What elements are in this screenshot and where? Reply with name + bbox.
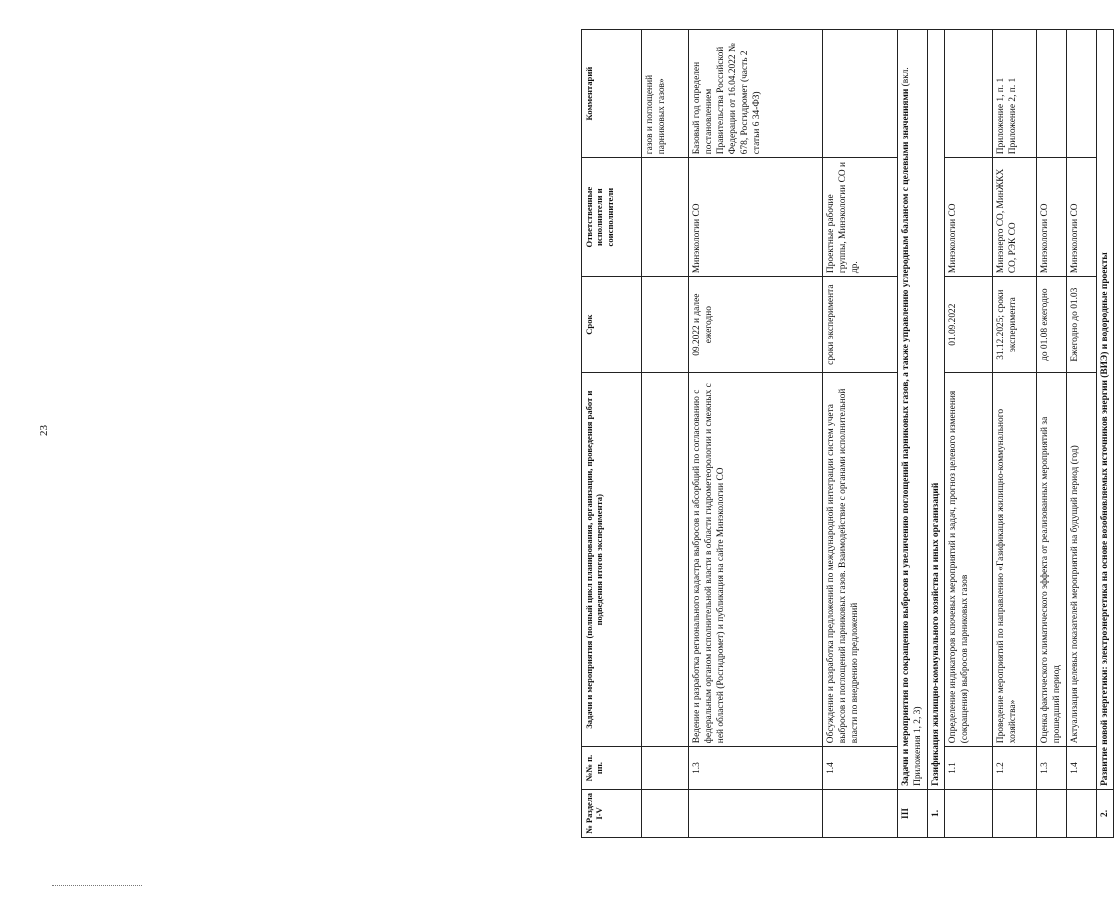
cell-responsible: Проектные рабочие группы, Минэкологии СО и др. — [823, 158, 898, 277]
cell-task: Актуализация целевых показателей мероприятий на будущий период (год) — [1067, 373, 1097, 747]
rotated-table-container — [581, 29, 1111, 838]
cell-comment — [1067, 30, 1097, 158]
subsection-number: 1. — [928, 789, 945, 837]
cell-task: Оценка фактического климатического эффекта от реализованных мероприятий за прошедший период — [1037, 373, 1067, 747]
cell-section — [642, 789, 689, 837]
cell-deadline: до 01.08 ежегодно — [1037, 277, 1067, 373]
cell-section — [1067, 789, 1097, 837]
cell-comment: газов и поглощений парниковых газов» — [642, 30, 689, 158]
cell-deadline: 09.2022 и далее ежегодно — [689, 277, 823, 373]
table-row — [823, 30, 898, 838]
cell-num: 1.4 — [1067, 747, 1097, 790]
header-item-number: №№ п. пп. — [582, 747, 642, 790]
header-responsible: Ответственные исполнители и соисполнители — [582, 158, 642, 277]
cell-comment — [945, 30, 993, 158]
cell-responsible: Минэкологии СО — [945, 158, 993, 277]
section-title-note: (вкл. Приложения 1, 2, 3) — [901, 67, 924, 786]
table-header-row — [582, 30, 642, 838]
subsection-row — [928, 30, 945, 838]
cell-section — [689, 789, 823, 837]
cell-comment — [823, 30, 898, 158]
subsection-title: Развитие новой энергетики: электроэнергетика на основе возобновляемых источников энергии (ВИЭ) и водородные проекты — [1097, 30, 1114, 790]
section-row — [898, 30, 928, 838]
section-title-cell — [898, 30, 928, 790]
cell-section — [993, 789, 1037, 837]
cell-responsible: Минэнерго СО, МинЖКХ СО, РЭК СО — [993, 158, 1037, 277]
cell-deadline: 01.09.2022 — [945, 277, 993, 373]
header-section: № Раздела I-V — [582, 789, 642, 837]
cell-num — [642, 747, 689, 790]
cell-num: 1.1 — [945, 747, 993, 790]
table-row — [642, 30, 689, 838]
cell-comment — [1037, 30, 1067, 158]
page-number: 23 — [38, 425, 50, 436]
header-task: Задачи и мероприятия (полный цикл планирования, организации, проведения работ и подведения итогов эксперимента) — [582, 373, 642, 747]
table-row — [993, 30, 1037, 838]
cell-deadline: Ежегодно до 01.03 — [1067, 277, 1097, 373]
cell-task: Определение индикаторов ключевых мероприятий и задач, прогноз целевого изменения (сокращения) выбросов парниковых газов — [945, 373, 993, 747]
subsection-title: Газификация жилищно-коммунального хозяйства и иных организаций — [928, 30, 945, 790]
section-number: III — [898, 789, 928, 837]
table-row — [689, 30, 823, 838]
cell-task: Ведение и разработка регионального кадастра выбросов и абсорбций по согласованию с федеральным органом исполнительной власти в области гидрометеорологии и смежных с ней областей (Росгидромет) и публикация на сайте Минэкологии СО — [689, 373, 823, 747]
cell-deadline — [642, 277, 689, 373]
cell-comment: Приложение 1, п. 1 Приложение 2, п. 1 — [993, 30, 1037, 158]
cell-task — [642, 373, 689, 747]
table-row — [945, 30, 993, 838]
header-comment: Комментарий — [582, 30, 642, 158]
section-title: Задачи и мероприятия по сокращению выбросов и увеличению поглощений парниковых газов, а также управлению углеродным балансом с целевыми значениями — [901, 88, 911, 786]
cell-task: Проведение мероприятий по направлению «Газификация жилищно-коммунального хозяйства» — [993, 373, 1037, 747]
cell-task: Обсуждение и разработка предложений по международной интеграции систем учета выбросов и поглощений парниковых газов. Взаимодействие с органами исполнительной власти по внедрению предложений — [823, 373, 898, 747]
cell-responsible: Минэкологии СО — [1067, 158, 1097, 277]
subsection-row — [1097, 30, 1114, 838]
cell-deadline: сроки эксперимента — [823, 277, 898, 373]
cell-responsible — [642, 158, 689, 277]
cell-deadline: 31.12.2025; сроки эксперимента — [993, 277, 1037, 373]
cell-num: 1.3 — [689, 747, 823, 790]
cell-responsible: Минэкологии СО — [689, 158, 823, 277]
header-deadline: Срок — [582, 277, 642, 373]
cell-responsible: Минэкологии СО — [1037, 158, 1067, 277]
cell-section — [823, 789, 898, 837]
plan-table — [581, 29, 1114, 838]
cell-comment: Базовый год определен постановлением Правительства Российской Федерации от 16.04.2022 № 678, Росгидромет (часть 2 статьи 6 34-ФЗ) — [689, 30, 823, 158]
table-row — [1037, 30, 1067, 838]
cell-num: 1.3 — [1037, 747, 1067, 790]
subsection-number: 2. — [1097, 789, 1114, 837]
cell-section — [945, 789, 993, 837]
table-row — [1067, 30, 1097, 838]
cell-section — [1037, 789, 1067, 837]
cell-num: 1.2 — [993, 747, 1037, 790]
footer-rule — [52, 885, 142, 886]
cell-num: 1.4 — [823, 747, 898, 790]
